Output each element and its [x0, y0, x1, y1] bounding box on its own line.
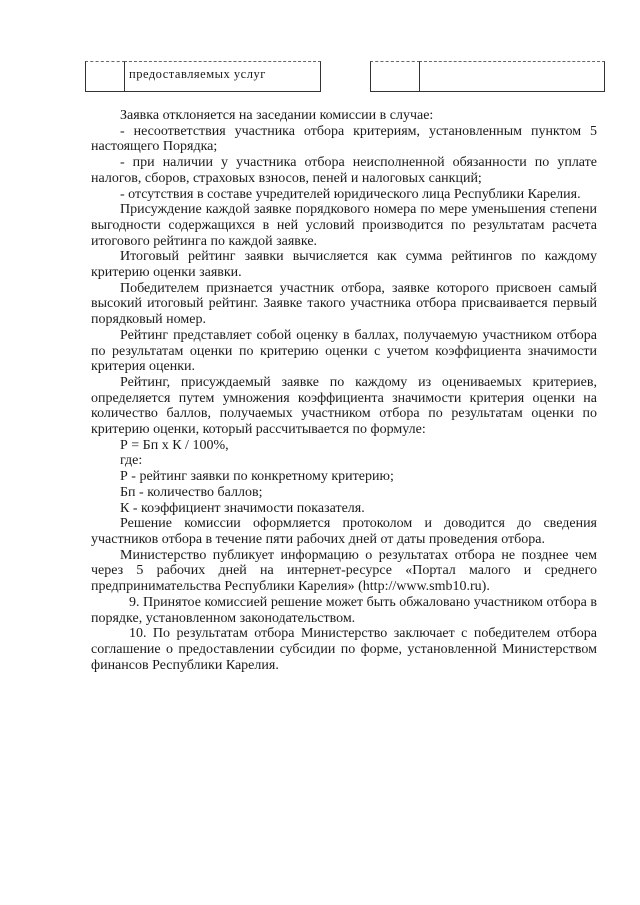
- paragraph: Рейтинг, присуждаемый заявке по каждому из оцениваемых критериев, определяется путем умножения коэффициента значимости критерия оценки на количество баллов, получаемых участником отбора по результатам оценки по критерию оценки, который рассчитывается по формуле:: [91, 374, 597, 438]
- paragraph: - несоответствия участника отбора критериям, установленным пунктом 5 настоящего Порядка;: [91, 123, 597, 155]
- paragraph: Итоговый рейтинг заявки вычисляется как сумма рейтингов по каждому критерию оценки заявки.: [91, 249, 597, 281]
- paragraph: - отсутствия в составе учредителей юридического лица Республики Карелия.: [120, 186, 581, 202]
- paragraph: Присуждение каждой заявке порядкового номера по мере уменьшения степени выгодности содержащихся в ней условий производится по результатам расчета итогового рейтинга по каждой заявке.: [91, 202, 597, 249]
- paragraph: Рейтинг представляет собой оценку в баллах, получаемую участником отбора по результатам оценки по критерию оценки с учетом коэффициента значимости критерия оценки.: [91, 327, 597, 375]
- paragraph: Решение комиссии оформляется протоколом и доводится до сведения участников отбора в течение пяти рабочих дней от даты проведения отбора.: [91, 516, 597, 547]
- paragraph: 10. По результатам отбора Министерство заключает с победителем отбора соглашение о предоставлении субсидии по форме, установленной Министерством финансов Республики Карелия.: [91, 626, 597, 673]
- paragraph: Победителем признается участник отбора, заявке которого присвоен самый высокий итоговый рейтинг. Заявке такого участника отбора присваивается первый порядковый номер.: [91, 280, 597, 328]
- table-cell-text: [124, 61, 321, 92]
- document-body: [91, 108, 597, 673]
- paragraph: Министерство публикует информацию о результатах отбора не позднее чем через 5 рабочих дней на интернет-ресурсе «Портал малого и среднего предпринимательства Республики Карелия» (http://www.smb10.ru).: [91, 547, 597, 595]
- paragraph: К - коэффициент значимости показателя.: [120, 500, 365, 516]
- paragraph: Заявка отклоняется на заседании комиссии в случае:: [120, 108, 434, 123]
- table-cell-empty: [370, 61, 420, 92]
- table-cell-empty: [419, 61, 605, 92]
- table-cell-empty: [85, 61, 125, 92]
- paragraph: Бп - количество баллов;: [120, 484, 263, 500]
- paragraph: где:: [120, 453, 143, 469]
- formula: Р = Бп х К / 100%,: [120, 437, 229, 453]
- paragraph: Р - рейтинг заявки по конкретному критерию;: [120, 469, 394, 485]
- paragraph: 9. Принятое комиссией решение может быть обжаловано участником отбора в порядке, установленном законодательством.: [91, 594, 597, 626]
- table-cell-label: предоставляемых услуг: [129, 67, 266, 81]
- paragraph: - при наличии у участника отбора неисполненной обязанности по уплате налогов, сборов, страховых взносов, пеней и налоговых санкций;: [91, 155, 597, 186]
